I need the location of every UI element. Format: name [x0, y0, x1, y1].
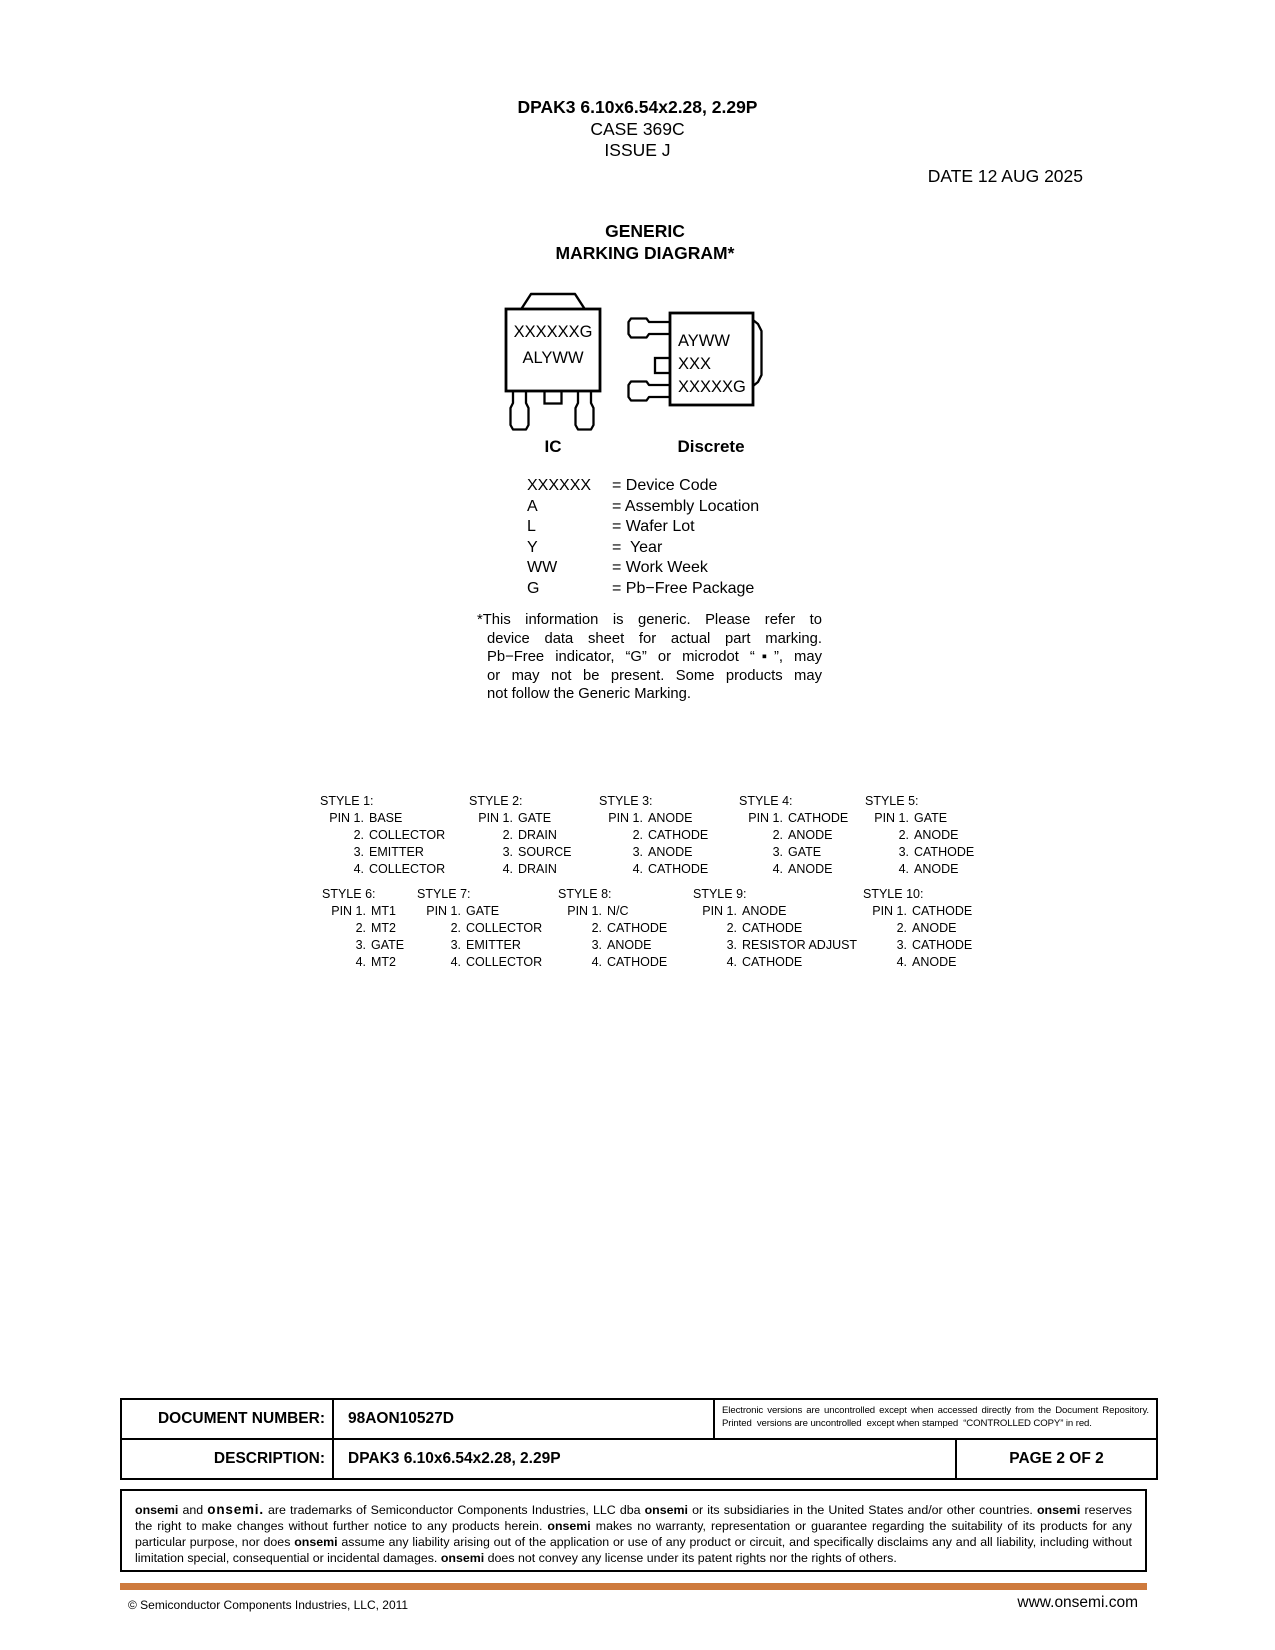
- pin-number: 2.: [896, 921, 907, 935]
- document-info-table: [120, 1398, 1158, 1480]
- legend-row: [527, 517, 759, 538]
- document-number-row: [122, 1400, 1156, 1440]
- pin-function: BASE: [369, 811, 403, 825]
- document-number-label: DOCUMENT NUMBER:: [122, 1400, 334, 1438]
- pin-number: PIN 1.: [874, 811, 909, 825]
- pin-row: [599, 827, 708, 844]
- pin-function: CATHODE: [912, 938, 973, 952]
- pin-row: [320, 861, 445, 878]
- pin-function: CATHODE: [788, 811, 849, 825]
- legal-text-segment: onsemi: [1036, 1503, 1081, 1517]
- pin-row: [693, 937, 857, 954]
- pin-function: CATHODE: [607, 955, 668, 969]
- style-label: STYLE 9:: [693, 887, 747, 901]
- ic-package-center-pin: [545, 391, 562, 404]
- legal-text-segment: reserves the right to make changes without further notice to any products herein.: [135, 1503, 1132, 1533]
- pin-number: 4.: [591, 955, 602, 969]
- pin-number: PIN 1.: [872, 904, 907, 918]
- pin-function: EMITTER: [369, 845, 424, 859]
- pin-number: 3.: [726, 938, 737, 952]
- pin-row: [865, 827, 974, 844]
- pin-function: DRAIN: [518, 862, 557, 876]
- pin-number: 3.: [353, 845, 364, 859]
- legal-text-segment: makes no warranty, representation or guarantee regarding the suitability of its products for any particular purpose, nor does: [135, 1519, 1132, 1549]
- pin-row: [322, 920, 404, 937]
- legend-term: XXXXXX: [527, 477, 592, 494]
- pin-function: ANODE: [788, 828, 833, 842]
- pin-row: [599, 844, 708, 861]
- pin-row: [322, 954, 404, 971]
- pin-row: [739, 810, 848, 827]
- pin-function: ANODE: [914, 828, 959, 842]
- pin-row: [322, 903, 404, 920]
- style-block: [739, 793, 848, 878]
- style-block: [865, 793, 974, 878]
- pin-function: ANODE: [912, 921, 957, 935]
- pin-number: PIN 1.: [608, 811, 643, 825]
- pin-number: 2.: [898, 828, 909, 842]
- pin-row: [417, 903, 542, 920]
- controlled-copy-disclaimer: [715, 1400, 1156, 1438]
- pin-number: 2.: [355, 921, 366, 935]
- footnote-line: device data sheet for actual part marking.: [487, 630, 822, 647]
- style-block: [693, 886, 857, 971]
- pin-number: 3.: [896, 938, 907, 952]
- legend-row: [527, 497, 759, 518]
- legal-text-segment: onsemi: [294, 1535, 338, 1549]
- pin-number: 4.: [450, 955, 461, 969]
- pin-row: [322, 937, 404, 954]
- legend-row: [527, 579, 759, 600]
- pin-row: [739, 861, 848, 878]
- pin-row: [863, 937, 972, 954]
- pin-function: DRAIN: [518, 828, 557, 842]
- pin-number: PIN 1.: [478, 811, 513, 825]
- footer-accent-bar: [120, 1583, 1147, 1590]
- pin-function: SOURCE: [518, 845, 572, 859]
- pin-row: [320, 827, 445, 844]
- pin-row: [558, 954, 667, 971]
- pin-row: [599, 861, 708, 878]
- pin-function: ANODE: [912, 955, 957, 969]
- legal-text-segment: are trademarks of Semiconductor Components Industries, LLC dba: [263, 1503, 645, 1517]
- style-label: STYLE 3:: [599, 794, 653, 808]
- pin-function: N/C: [607, 904, 629, 918]
- disclaimer-line2: Printed versions are uncontrolled except when stamped “CONTROLLED COPY” in red.: [722, 1418, 1092, 1429]
- style-label: STYLE 10:: [863, 887, 924, 901]
- pin-row: [558, 920, 667, 937]
- legal-text-segment: onsemi: [547, 1519, 591, 1533]
- legend-term: G: [527, 579, 540, 597]
- pin-row: [469, 810, 571, 827]
- marking-footnote: [477, 611, 822, 704]
- pin-function: ANODE: [742, 904, 787, 918]
- description-label: DESCRIPTION:: [122, 1440, 334, 1478]
- legend-definition: = Device Code: [612, 477, 718, 494]
- marking-legend: [527, 476, 759, 600]
- legal-text-segment: onsemi: [440, 1551, 485, 1565]
- discrete-lead-bottom: [629, 382, 671, 401]
- pin-number: 4.: [726, 955, 737, 969]
- legal-text-segment: does not convey any license under its patent rights nor the rights of others.: [484, 1551, 897, 1565]
- pin-number: 3.: [591, 938, 602, 952]
- page-indicator: PAGE 2 OF 2: [1009, 1450, 1104, 1467]
- style-label: STYLE 6:: [322, 887, 376, 901]
- package-title: DPAK3 6.10x6.54x2.28, 2.29P: [517, 97, 758, 117]
- pin-function: MT2: [371, 921, 396, 935]
- style-block: [322, 886, 404, 971]
- legend-term: A: [527, 497, 538, 515]
- legal-text: [135, 1503, 1132, 1565]
- pin-number: 2.: [502, 828, 513, 842]
- pin-function: CATHODE: [742, 955, 803, 969]
- case-number: CASE 369C: [590, 118, 685, 139]
- pin-function: CATHODE: [648, 828, 709, 842]
- legend-row: [527, 476, 759, 497]
- pin-number: 4.: [772, 862, 783, 876]
- marking-diagram-heading: [445, 221, 845, 264]
- pin-function: COLLECTOR: [466, 955, 543, 969]
- pin-row: [417, 954, 542, 971]
- pin-number: 3.: [632, 845, 643, 859]
- pin-function: GATE: [788, 845, 822, 859]
- pin-function: CATHODE: [607, 921, 668, 935]
- pin-number: 4.: [898, 862, 909, 876]
- legal-text-segment: onsemi: [135, 1503, 179, 1517]
- onsemi-website-link: www.onsemi.com: [1017, 1594, 1138, 1611]
- pin-row: [863, 903, 972, 920]
- pin-number: 2.: [353, 828, 364, 842]
- pin-function: CATHODE: [648, 862, 709, 876]
- pin-row: [739, 827, 848, 844]
- pin-number: 2.: [772, 828, 783, 842]
- pin-number: 3.: [898, 845, 909, 859]
- legend-definition: = Work Week: [612, 559, 708, 577]
- pin-row: [469, 844, 571, 861]
- pin-number: 3.: [772, 845, 783, 859]
- pin-function: GATE: [914, 811, 948, 825]
- style-block: [417, 886, 542, 971]
- onsemi-logo-wordmark: onsemi.: [207, 1502, 264, 1517]
- pin-number: 4.: [355, 955, 366, 969]
- pin-function: GATE: [371, 938, 405, 952]
- ic-package-leg-left: [511, 391, 529, 430]
- pin-number: 4.: [502, 862, 513, 876]
- legend-term: Y: [527, 538, 538, 556]
- discrete-lead-middle: [655, 358, 670, 373]
- pin-number: PIN 1.: [331, 904, 366, 918]
- style-block: [558, 886, 667, 971]
- disclaimer-line1: Electronic versions are uncontrolled except when accessed directly from the Document Repository.: [722, 1405, 1149, 1416]
- pin-function: ANODE: [607, 938, 652, 952]
- pin-row: [865, 844, 974, 861]
- pin-function: ANODE: [788, 862, 833, 876]
- pin-row: [599, 810, 708, 827]
- style-label: STYLE 5:: [865, 794, 919, 808]
- pin-number: 2.: [632, 828, 643, 842]
- legend-term: WW: [527, 559, 558, 577]
- pin-function: CATHODE: [914, 845, 975, 859]
- discrete-package-drawing: [618, 301, 778, 413]
- pin-row: [417, 937, 542, 954]
- pin-row: [865, 810, 974, 827]
- pin-function: COLLECTOR: [369, 862, 446, 876]
- legend-definition: = Pb−Free Package: [612, 579, 755, 597]
- ic-package-drawing: [493, 291, 613, 436]
- copyright-notice: © Semiconductor Components Industries, LLC, 2011: [128, 1598, 409, 1612]
- pin-number: PIN 1.: [329, 811, 364, 825]
- pin-number: 3.: [450, 938, 461, 952]
- discrete-package-label: Discrete: [677, 437, 745, 456]
- description-row: [122, 1440, 1156, 1478]
- description-value: DPAK3 6.10x6.54x2.28, 2.29P: [334, 1440, 957, 1478]
- document-number-value: 98AON10527D: [334, 1400, 715, 1438]
- pin-number: 4.: [353, 862, 364, 876]
- document-date: DATE 12 AUG 2025: [927, 166, 1083, 186]
- pin-number: PIN 1.: [702, 904, 737, 918]
- pin-row: [320, 810, 445, 827]
- ic-marking-line2: ALYWW: [522, 349, 584, 367]
- pin-row: [693, 920, 857, 937]
- style-block: [469, 793, 571, 878]
- legal-text-segment: or its subsidiaries in the United States and/or other countries.: [688, 1503, 1037, 1517]
- pin-function: RESISTOR ADJUST: [742, 938, 858, 952]
- pin-row: [693, 954, 857, 971]
- discrete-lead-top: [629, 319, 671, 338]
- style-block: [599, 793, 708, 878]
- pin-function: ANODE: [648, 811, 693, 825]
- pin-number: 2.: [726, 921, 737, 935]
- discrete-marking-line3: XXXXXG: [678, 378, 746, 396]
- pin-function: CATHODE: [912, 904, 973, 918]
- marking-heading-line2: MARKING DIAGRAM*: [555, 242, 735, 263]
- pin-row: [558, 903, 667, 920]
- pin-function: MT1: [371, 904, 396, 918]
- pin-number: PIN 1.: [748, 811, 783, 825]
- pin-function: ANODE: [648, 845, 693, 859]
- footnote-line: Pb−Free indicator, “G” or microdot “▪”, may: [487, 649, 822, 666]
- ic-package-leg-right: [576, 391, 594, 430]
- pin-number: PIN 1.: [426, 904, 461, 918]
- pin-row: [469, 827, 571, 844]
- ic-marking-line1: XXXXXXG: [513, 323, 593, 341]
- discrete-marking-line1: AYWW: [678, 332, 730, 350]
- legend-term: L: [527, 518, 536, 536]
- legal-text-segment: onsemi: [644, 1503, 688, 1517]
- pin-number: 4.: [896, 955, 907, 969]
- ic-package-label: IC: [544, 437, 562, 456]
- style-label: STYLE 8:: [558, 887, 612, 901]
- legend-definition: = Assembly Location: [612, 497, 760, 515]
- pin-function: CATHODE: [742, 921, 803, 935]
- pin-row: [863, 920, 972, 937]
- pin-function: ANODE: [914, 862, 959, 876]
- pin-number: 3.: [355, 938, 366, 952]
- pin-function: COLLECTOR: [466, 921, 543, 935]
- trademark-legal-box: [120, 1489, 1147, 1572]
- pin-row: [417, 920, 542, 937]
- pin-number: 2.: [450, 921, 461, 935]
- style-label: STYLE 1:: [320, 794, 374, 808]
- pin-number: 4.: [632, 862, 643, 876]
- pin-number: 3.: [502, 845, 513, 859]
- legend-definition: = Wafer Lot: [612, 518, 695, 536]
- legal-text-segment: assume any liability arising out of the application or use of any product or circuit, and specifically disclaims any and all liability, including without limitation special, consequential or incidental damages.: [135, 1535, 1132, 1565]
- pin-row: [865, 861, 974, 878]
- pin-row: [558, 937, 667, 954]
- style-label: STYLE 7:: [417, 887, 471, 901]
- style-label: STYLE 2:: [469, 794, 523, 808]
- pin-row: [469, 861, 571, 878]
- pin-number: 2.: [591, 921, 602, 935]
- footnote-line: or may not be present. Some products may: [487, 667, 822, 684]
- pin-function: COLLECTOR: [369, 828, 446, 842]
- issue-revision: ISSUE J: [604, 140, 671, 160]
- legend-row: [527, 538, 759, 559]
- pin-row: [693, 903, 857, 920]
- style-block: [320, 793, 445, 878]
- pin-row: [739, 844, 848, 861]
- pin-function: EMITTER: [466, 938, 521, 952]
- legend-row: [527, 558, 759, 579]
- marking-heading-line1: GENERIC: [605, 221, 685, 241]
- footnote-line: *This information is generic. Please refer to: [477, 612, 822, 628]
- pin-function: MT2: [371, 955, 396, 969]
- legend-definition: = Year: [612, 538, 663, 556]
- style-label: STYLE 4:: [739, 794, 793, 808]
- pin-function: GATE: [518, 811, 552, 825]
- style-block: [863, 886, 972, 971]
- footnote-line: not follow the Generic Marking.: [487, 686, 691, 703]
- package-title-block: [0, 97, 1275, 162]
- pin-function: GATE: [466, 904, 500, 918]
- discrete-marking-line2: XXX: [678, 355, 712, 373]
- pin-row: [320, 844, 445, 861]
- pin-row: [863, 954, 972, 971]
- pin-number: PIN 1.: [567, 904, 602, 918]
- legal-text-segment: and: [178, 1503, 208, 1517]
